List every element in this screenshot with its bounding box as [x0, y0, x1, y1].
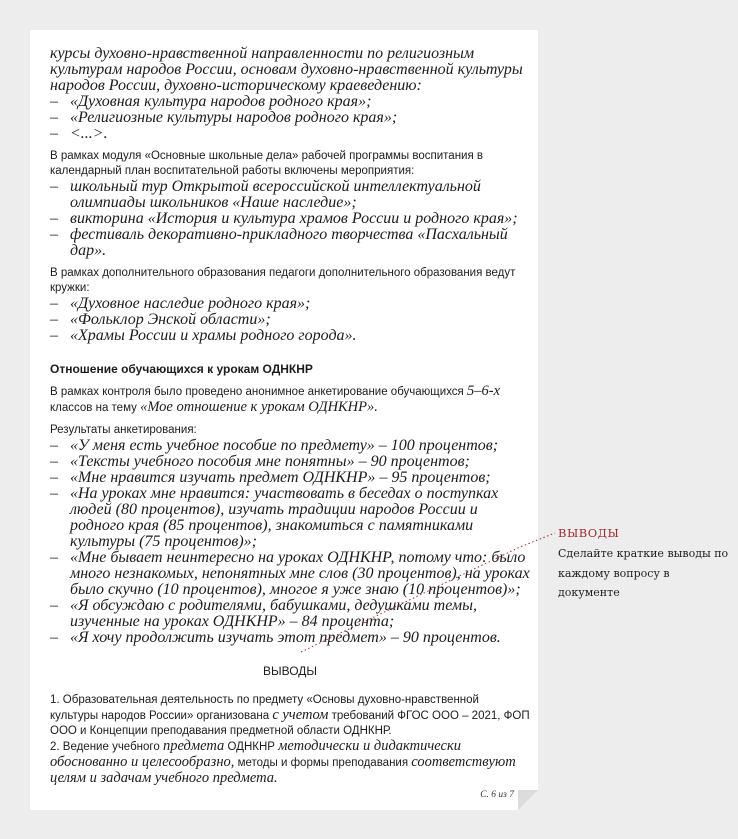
side-note-text: Сделайте краткие выводы по каждому вопросу в документе [558, 547, 729, 599]
survey-text-part: В рамках контроля было проведено анонимное анкетирование обучающихся [50, 386, 464, 398]
list-item: – «Духовное наследие родного края»; [50, 296, 530, 312]
conclusion-italic: предмета [162, 738, 225, 754]
list-item: – викторина «История и культура храмов России и родного края»; [50, 211, 530, 227]
list-item: – «У меня есть учебное пособие по предмету» – 100 процентов; [50, 438, 530, 454]
additional-ed-text: В рамках дополнительного образования педагоги дополнительного образования ведут кружки: [50, 267, 516, 294]
results-label: Результаты анкетирования: [50, 424, 197, 436]
additional-ed-list [50, 296, 530, 344]
conclusion-1 [50, 693, 530, 739]
document-page [30, 30, 538, 810]
conclusion-text: требований ФГОС ООО – 2021, ФОП ООО и Концепции преподавания предметной области ОДНКНР. [50, 710, 530, 737]
results-list [50, 438, 530, 646]
list-item: – «Мне нравится изучать предмет ОДНКНР» – 95 процентов; [50, 470, 530, 486]
school-module-list [50, 179, 530, 259]
conclusion-text: ОДНКНР [227, 741, 275, 753]
survey-grades: 5–6-х [467, 383, 501, 399]
conclusion-italic: с учетом [272, 707, 329, 723]
list-item: – «Религиозные культуры народов родного края»; [50, 110, 530, 126]
conclusion-italic: соответствуют целям и задачам учебного предмета. [50, 754, 516, 786]
list-item: – «Мне бывает неинтересно на уроках ОДНКНР, потому что: было много незнакомых, непонятных мне слов (30 процентов), на уроках было скучно (10 процентов), многое я уже знаю (10 процентов)»; [50, 550, 530, 598]
list-item: – «На уроках мне нравится: участвовать в беседах о поступках людей (80 процентов), изучать традиции народов России и родного края (85 процентов), знакомиться с памятниками культуры (75 процентов)»; [50, 486, 530, 550]
conclusion-2 [50, 739, 530, 787]
conclusion-italic: методически и дидактически обоснованно и целесообразно, [50, 738, 461, 770]
intro-text: курсы духовно-нравственной направленности по религиозным культурам народов России, основам духовно-нравственной культуры народов России, духовно-историческому краеведению: [50, 45, 523, 94]
page-corner-fold [518, 790, 538, 810]
list-item: – «Фольклор Энской области»; [50, 312, 530, 328]
conclusion-text: 2. Ведение учебного [50, 741, 160, 753]
list-item: – «Духовная культура народов родного края»; [50, 94, 530, 110]
side-note [558, 526, 733, 603]
side-note-title: ВЫВОДЫ [558, 526, 620, 540]
list-item: – фестиваль декоративно-прикладного творчества «Пасхальный дар». [50, 227, 530, 259]
list-item: – «Храмы России и храмы родного города». [50, 328, 530, 344]
list-item: – школьный тур Открытой всероссийской интеллектуальной олимпиады школьников «Наше наследие»; [50, 179, 530, 211]
section-heading: Отношение обучающихся к урокам ОДНКНР [50, 362, 313, 376]
conclusion-text: методы и формы преподавания [237, 757, 409, 769]
survey-topic: «Мое отношение к урокам ОДНКНР». [140, 399, 378, 415]
page-content [50, 46, 530, 787]
conclusions-title: ВЫВОДЫ [262, 664, 318, 678]
survey-text-part: классов на тему [50, 402, 137, 414]
survey-text [50, 384, 530, 416]
list-item: – <...>. [50, 126, 530, 142]
list-item: – «Тексты учебного пособия мне понятны» – 90 процентов; [50, 454, 530, 470]
list-item: – «Я хочу продолжить изучать этот предмет» – 90 процентов. [50, 630, 530, 646]
conclusion-text: 1. Образовательная деятельность по предмету «Основы духовно-нравственной культуры народов России» организована [50, 694, 479, 722]
page-number: С. 6 из 7 [480, 790, 514, 800]
school-module-text: В рамках модуля «Основные школьные дела» рабочей программы воспитания в календарный план воспитательной работы включены мероприятия: [50, 150, 484, 177]
list-item: – «Я обсуждаю с родителями, бабушками, дедушками темы, изученные на уроках ОДНКНР» – 84 процента; [50, 598, 530, 630]
intro-list [50, 94, 530, 142]
